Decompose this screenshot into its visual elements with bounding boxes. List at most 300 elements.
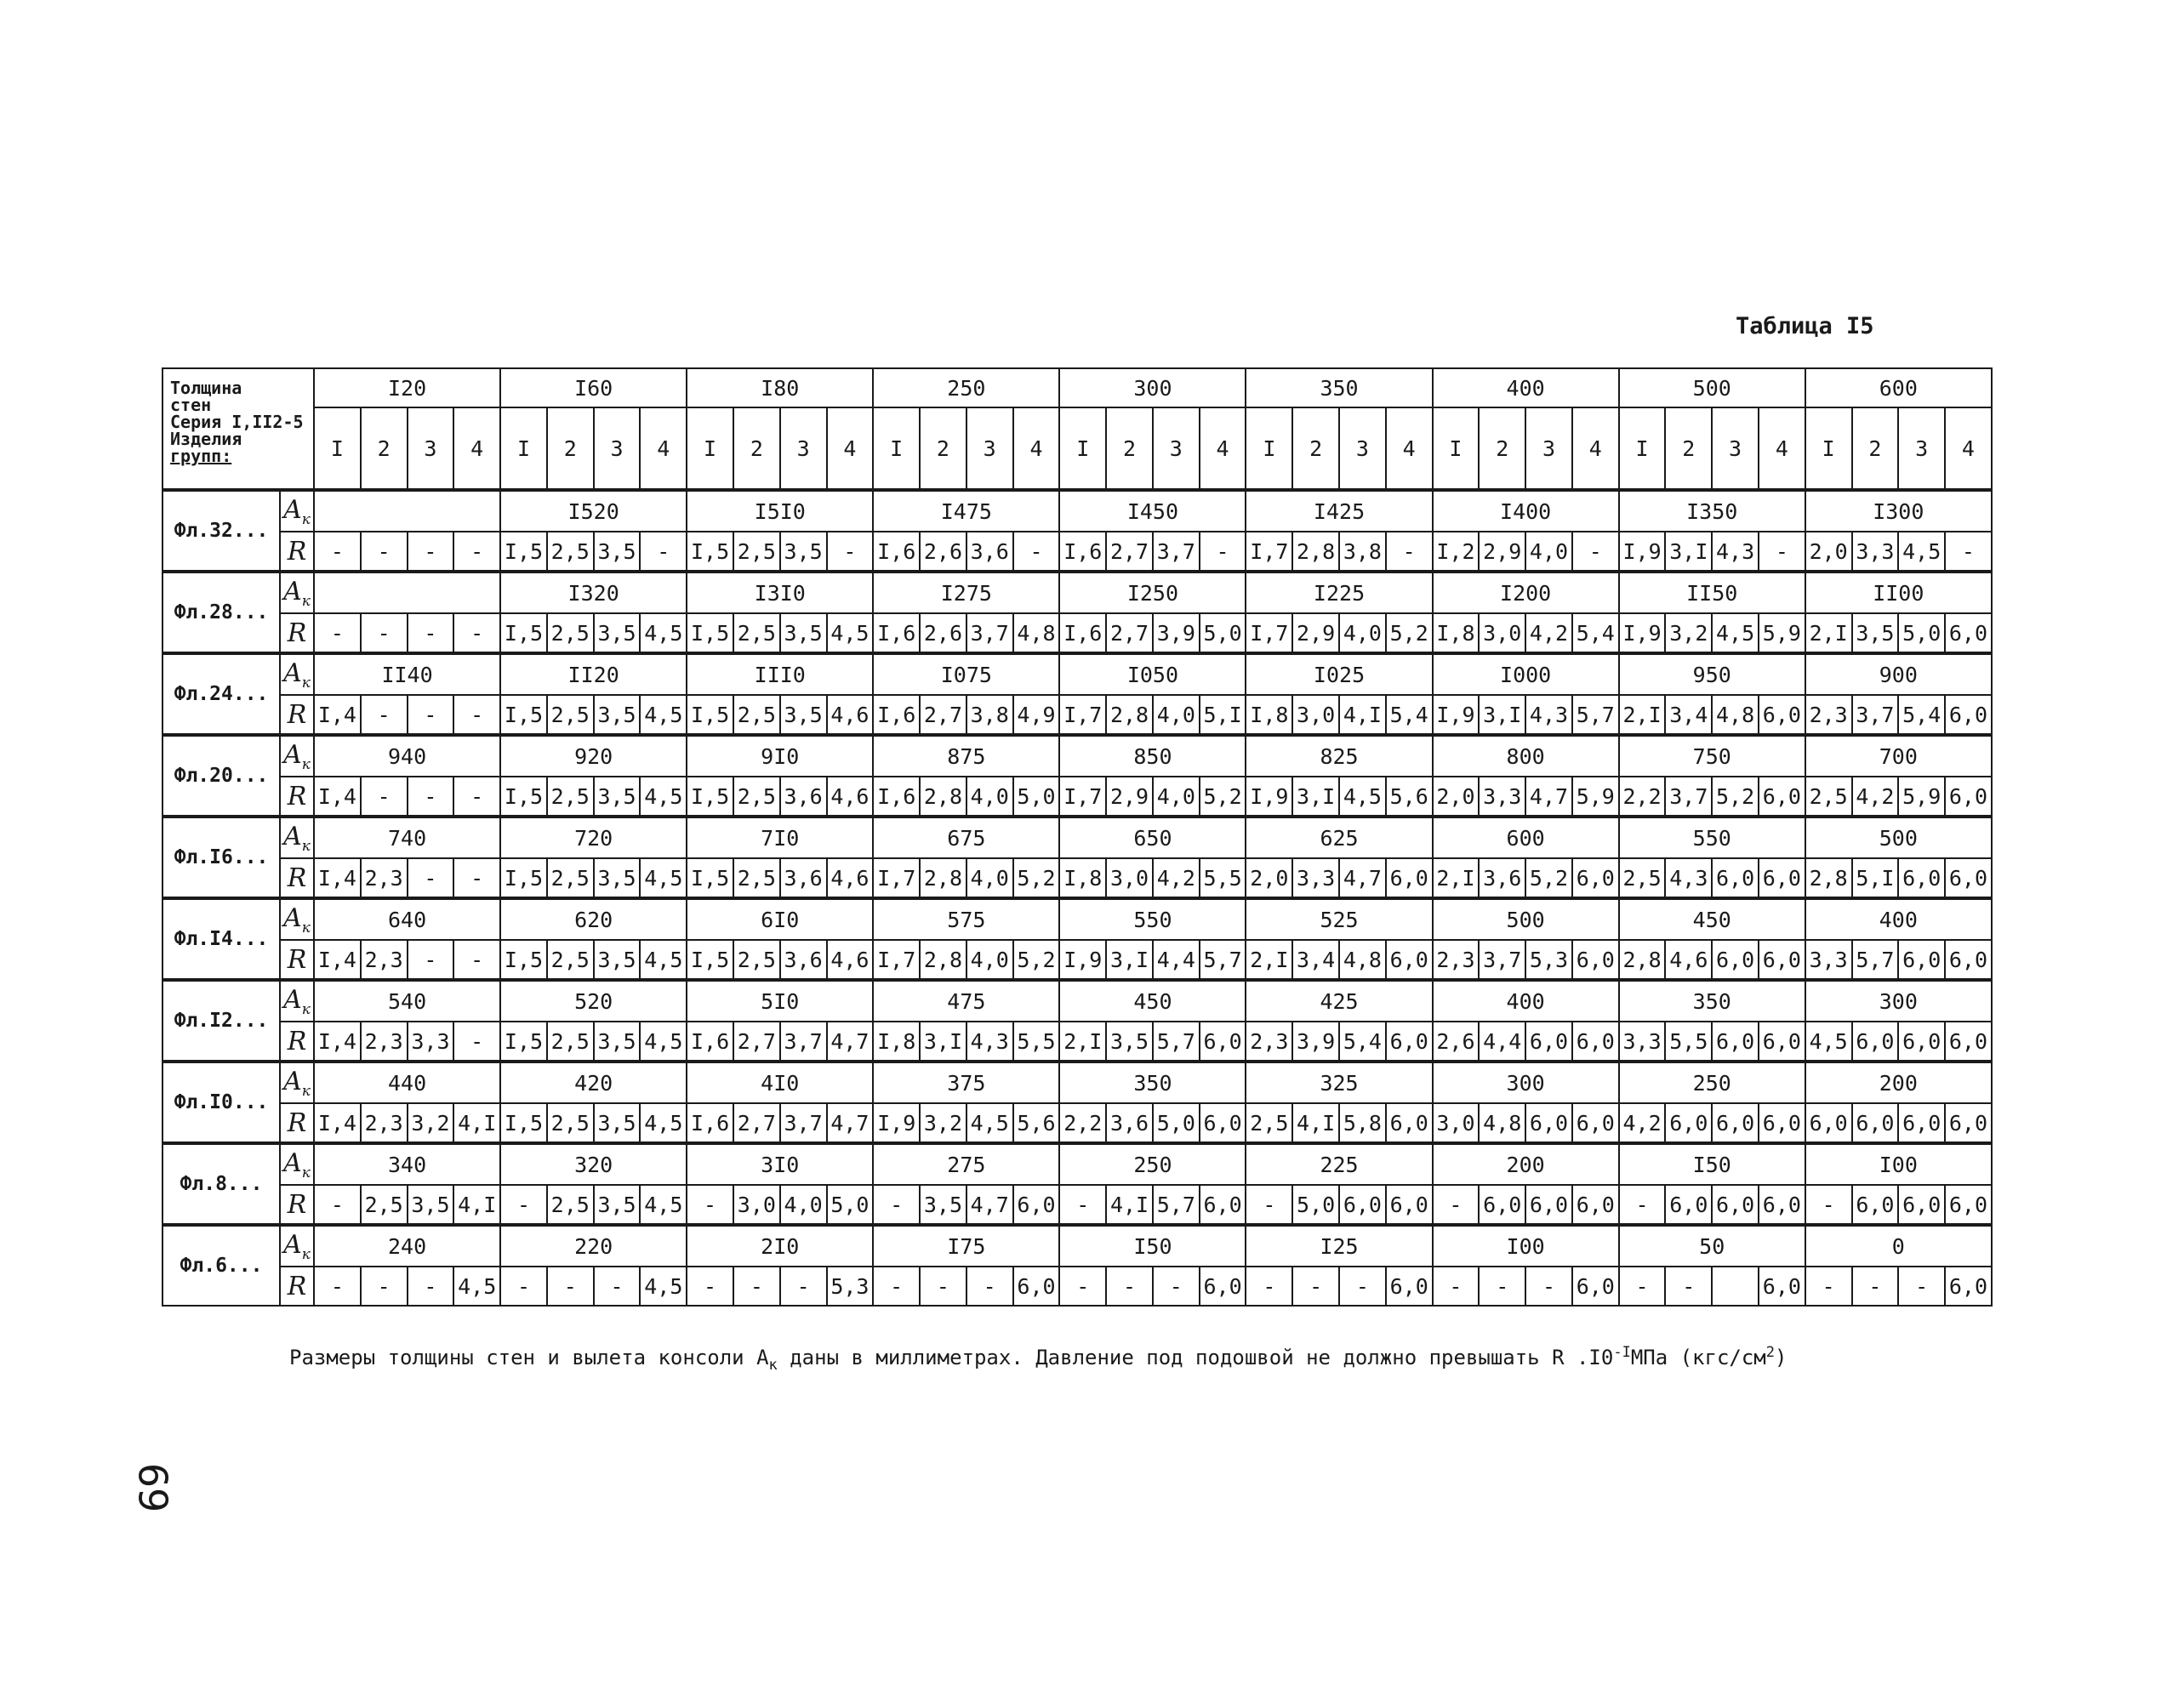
r-value: 5,6: [1386, 777, 1433, 817]
r-value: 3,5: [594, 1022, 641, 1062]
ak-value: 920: [500, 735, 687, 777]
ak-symbol-subscript: к: [301, 919, 311, 937]
r-value: 5,4: [1339, 1022, 1386, 1062]
r-value: 6,0: [1898, 940, 1945, 980]
r-value: -: [687, 1267, 733, 1306]
r-value: 5,7: [1200, 940, 1246, 980]
ak-value: I400: [1433, 490, 1619, 532]
r-value: -: [453, 858, 500, 898]
ak-value: 2I0: [687, 1225, 873, 1267]
table-row-ak: [163, 1143, 1992, 1185]
r-value: 3,I: [920, 1022, 966, 1062]
r-value: I,7: [1059, 777, 1106, 817]
group-header: 2: [1292, 407, 1339, 490]
ak-value: 50: [1619, 1225, 1805, 1267]
r-value: 4,0: [966, 940, 1013, 980]
r-value: -: [1572, 532, 1619, 572]
r-value: I,4: [314, 777, 361, 817]
r-value: 2,I: [1619, 695, 1666, 735]
thickness-header: 350: [1246, 368, 1432, 407]
r-value: 4,5: [640, 1022, 687, 1062]
r-value: 2,5: [733, 695, 780, 735]
ak-value: I25: [1246, 1225, 1432, 1267]
ak-value: 825: [1246, 735, 1432, 777]
r-value: 6,0: [1386, 1267, 1433, 1306]
thickness-header: I80: [687, 368, 873, 407]
r-value: 3,5: [594, 1185, 641, 1225]
r-value: 2,3: [1433, 940, 1480, 980]
ak-symbol-base: A: [283, 576, 302, 606]
r-value: 6,0: [1386, 1185, 1433, 1225]
product-name: Фл.8...: [163, 1143, 280, 1225]
page-number: 69: [129, 1462, 176, 1513]
ak-symbol: [280, 572, 314, 613]
group-header: 4: [453, 407, 500, 490]
r-value: 3,5: [408, 1185, 454, 1225]
r-value: I,6: [873, 532, 920, 572]
r-value: 6,0: [1572, 1103, 1619, 1143]
ak-value: I200: [1433, 572, 1619, 613]
r-value: -: [361, 613, 408, 653]
ak-value: I75: [873, 1225, 1059, 1267]
r-value: 2,2: [1619, 777, 1666, 817]
r-value: I,6: [1059, 613, 1106, 653]
r-value: 6,0: [1759, 1267, 1805, 1306]
r-value: 6,0: [1945, 695, 1992, 735]
r-value: 2,I: [1433, 858, 1480, 898]
r-value: 4,5: [453, 1267, 500, 1306]
r-value: I,5: [500, 532, 547, 572]
header-corner-line: стен: [170, 395, 212, 415]
table-row-ak: [163, 490, 1992, 532]
footnote-text-middle: даны в миллиметрах. Давление под подошвой не должно превышать R .I0: [777, 1346, 1614, 1369]
group-header: 3: [1712, 407, 1759, 490]
r-value: 5,2: [1013, 940, 1060, 980]
header-corner-line: Серия I,II2-5: [170, 412, 304, 432]
ak-value: 0: [1805, 1225, 1992, 1267]
r-value: 5,2: [1712, 777, 1759, 817]
r-value: 6,0: [1898, 1185, 1945, 1225]
group-header: 3: [408, 407, 454, 490]
r-value: 3,5: [1852, 613, 1899, 653]
ak-value: 500: [1805, 817, 1992, 858]
ak-value: II00: [1805, 572, 1992, 613]
r-value: 2,8: [1292, 532, 1339, 572]
table-footnote: [289, 1344, 1787, 1374]
r-value: 2,0: [1246, 858, 1292, 898]
r-value: 6,0: [1572, 940, 1619, 980]
r-value: -: [453, 777, 500, 817]
footnote-text-start: Размеры толщины стен и вылета консоли A: [289, 1346, 769, 1369]
r-value: 3,6: [780, 858, 827, 898]
group-header: 2: [547, 407, 594, 490]
r-value: -: [1898, 1267, 1945, 1306]
ak-value: 250: [1059, 1143, 1246, 1185]
r-value: 4,5: [1805, 1022, 1852, 1062]
r-value: -: [780, 1267, 827, 1306]
r-value: 4,7: [1525, 777, 1572, 817]
table-row-r: [163, 1267, 1992, 1306]
r-value: 3,5: [780, 532, 827, 572]
ak-symbol-base: A: [283, 739, 302, 770]
thickness-header: I20: [314, 368, 500, 407]
r-value: 4,7: [1339, 858, 1386, 898]
ak-value: 740: [314, 817, 500, 858]
r-value: 3,I: [1292, 777, 1339, 817]
r-value: 2,6: [920, 613, 966, 653]
r-value: 3,4: [1292, 940, 1339, 980]
r-value: 3,6: [1106, 1103, 1153, 1143]
r-value: 6,0: [1945, 1267, 1992, 1306]
thickness-header: 600: [1805, 368, 1992, 407]
r-value: 4,5: [640, 858, 687, 898]
r-value: 6,0: [1013, 1267, 1060, 1306]
r-value: 4,3: [966, 1022, 1013, 1062]
r-value: -: [1852, 1267, 1899, 1306]
r-value: -: [408, 777, 454, 817]
r-value: -: [1386, 532, 1433, 572]
group-header: 2: [1852, 407, 1899, 490]
group-header: I: [1619, 407, 1666, 490]
ak-value: II40: [314, 653, 500, 695]
ak-value: 7I0: [687, 817, 873, 858]
r-value: -: [1665, 1267, 1712, 1306]
r-value: -: [453, 940, 500, 980]
r-value: 4,5: [1712, 613, 1759, 653]
r-value: I,9: [1059, 940, 1106, 980]
table-row-ak: [163, 572, 1992, 613]
r-value: 6,0: [1712, 940, 1759, 980]
r-value: -: [408, 940, 454, 980]
ak-value: 300: [1805, 980, 1992, 1022]
r-value: 6,0: [1759, 1185, 1805, 1225]
ak-value: 9I0: [687, 735, 873, 777]
r-value: 4,0: [966, 858, 1013, 898]
r-value: 6,0: [1479, 1185, 1525, 1225]
ak-value: 420: [500, 1062, 687, 1103]
r-value: 5,0: [1200, 613, 1246, 653]
table-row-r: [163, 1103, 1992, 1143]
r-value: 4,8: [1339, 940, 1386, 980]
r-value: -: [1153, 1267, 1200, 1306]
product-name: Фл.I4...: [163, 898, 280, 980]
group-header: 4: [827, 407, 874, 490]
r-value: 6,0: [1759, 858, 1805, 898]
r-value: I,5: [500, 777, 547, 817]
r-value: I,5: [687, 940, 733, 980]
ak-value: 575: [873, 898, 1059, 940]
r-value: -: [453, 613, 500, 653]
ak-value: I450: [1059, 490, 1246, 532]
group-header: 3: [594, 407, 641, 490]
ak-value: 950: [1619, 653, 1805, 695]
r-value: -: [640, 532, 687, 572]
ak-value: 700: [1805, 735, 1992, 777]
ak-value: 6I0: [687, 898, 873, 940]
group-header: 2: [1479, 407, 1525, 490]
r-value: -: [500, 1267, 547, 1306]
r-value: 6,0: [1852, 1103, 1899, 1143]
r-value: 2,5: [361, 1185, 408, 1225]
r-value: 2,5: [733, 777, 780, 817]
r-value: 3,0: [1292, 695, 1339, 735]
ak-symbol: [280, 980, 314, 1022]
group-header: I: [873, 407, 920, 490]
ak-symbol-base: A: [283, 1147, 302, 1178]
r-value: 4,5: [640, 613, 687, 653]
r-value: I,5: [687, 695, 733, 735]
r-value: 3,3: [1479, 777, 1525, 817]
r-value: 3,0: [1106, 858, 1153, 898]
r-value: 5,4: [1572, 613, 1619, 653]
data-table: [162, 367, 1993, 1307]
r-value: 6,0: [1386, 940, 1433, 980]
header-corner-line: Изделия: [170, 429, 242, 449]
r-value: 3,I: [1106, 940, 1153, 980]
r-value: 2,5: [547, 777, 594, 817]
thickness-header: I60: [500, 368, 687, 407]
r-value: 6,0: [1712, 858, 1759, 898]
r-value: 3,2: [920, 1103, 966, 1143]
r-value: 3,5: [1106, 1022, 1153, 1062]
r-value: 2,5: [547, 858, 594, 898]
r-value: -: [314, 613, 361, 653]
r-value: 2,7: [733, 1022, 780, 1062]
r-value: I,4: [314, 940, 361, 980]
r-value: -: [408, 613, 454, 653]
r-value: 5,3: [1525, 940, 1572, 980]
ak-value: I350: [1619, 490, 1805, 532]
r-value: -: [1433, 1267, 1480, 1306]
ak-value: I425: [1246, 490, 1432, 532]
r-value: 2,3: [361, 1103, 408, 1143]
r-value: 4,8: [1712, 695, 1759, 735]
ak-value: 275: [873, 1143, 1059, 1185]
ak-value: I250: [1059, 572, 1246, 613]
r-value: I,9: [1246, 777, 1292, 817]
product-name: Фл.32...: [163, 490, 280, 572]
r-value: 4,9: [1013, 695, 1060, 735]
r-value: 2,5: [547, 1022, 594, 1062]
table-row-ak: [163, 1062, 1992, 1103]
r-value: 6,0: [1200, 1185, 1246, 1225]
r-value: 4,6: [1665, 940, 1712, 980]
r-value: 5,7: [1852, 940, 1899, 980]
ak-value: 620: [500, 898, 687, 940]
ak-value: I300: [1805, 490, 1992, 532]
r-value: 2,7: [733, 1103, 780, 1143]
r-value: 4,5: [827, 613, 874, 653]
r-value: 5,3: [827, 1267, 874, 1306]
ak-value: I520: [500, 490, 687, 532]
group-header: 2: [1665, 407, 1712, 490]
r-value: -: [361, 532, 408, 572]
header-corner-line: Толщина: [170, 378, 242, 398]
r-value: 2,5: [1805, 777, 1852, 817]
ak-symbol-base: A: [283, 1066, 302, 1096]
ak-value: 375: [873, 1062, 1059, 1103]
r-value: 2,3: [361, 940, 408, 980]
r-value: 2,0: [1805, 532, 1852, 572]
r-value: 2,3: [1246, 1022, 1292, 1062]
ak-value: 340: [314, 1143, 500, 1185]
r-value: -: [966, 1267, 1013, 1306]
ak-symbol: [280, 1062, 314, 1103]
r-value: 4,2: [1619, 1103, 1666, 1143]
group-header: 2: [361, 407, 408, 490]
ak-symbol-subscript: к: [301, 674, 311, 692]
table-row-r: [163, 1022, 1992, 1062]
ak-value: I050: [1059, 653, 1246, 695]
ak-value: 450: [1059, 980, 1246, 1022]
group-header: 4: [1386, 407, 1433, 490]
r-value: 4,8: [1013, 613, 1060, 653]
r-value: 4,4: [1479, 1022, 1525, 1062]
r-value: -: [1059, 1185, 1106, 1225]
table-row-ak: [163, 735, 1992, 777]
thickness-header: 400: [1433, 368, 1619, 407]
r-value: 3,3: [1619, 1022, 1666, 1062]
r-value: -: [314, 532, 361, 572]
r-value: 4,7: [827, 1022, 874, 1062]
r-value: 6,0: [1572, 1022, 1619, 1062]
r-value: 3,7: [1479, 940, 1525, 980]
r-value: 2,5: [547, 695, 594, 735]
r-value: 2,7: [1106, 532, 1153, 572]
r-value: 4,I: [1292, 1103, 1339, 1143]
r-value: 4,5: [966, 1103, 1013, 1143]
r-value: 4,I: [453, 1103, 500, 1143]
r-value: I,7: [1059, 695, 1106, 735]
r-value: 2,5: [733, 940, 780, 980]
r-value: 6,0: [1339, 1185, 1386, 1225]
r-value: -: [1619, 1185, 1666, 1225]
r-value: 4,3: [1712, 532, 1759, 572]
r-value: 3,7: [1665, 777, 1712, 817]
ak-value: 200: [1433, 1143, 1619, 1185]
r-value: 2,I: [1805, 613, 1852, 653]
r-value: 5,0: [1898, 613, 1945, 653]
r-value: 2,5: [1619, 858, 1666, 898]
ak-value: 800: [1433, 735, 1619, 777]
r-value: 6,0: [1945, 1103, 1992, 1143]
r-value: 3,0: [733, 1185, 780, 1225]
ak-value: 900: [1805, 653, 1992, 695]
group-header: 4: [1200, 407, 1246, 490]
r-value: I,8: [873, 1022, 920, 1062]
ak-symbol-subscript: к: [301, 755, 311, 773]
r-value: 3,7: [966, 613, 1013, 653]
r-value: I,5: [500, 858, 547, 898]
product-name: Фл.24...: [163, 653, 280, 735]
r-value: I,6: [873, 777, 920, 817]
r-value: 6,0: [1759, 1103, 1805, 1143]
table-row-r: [163, 940, 1992, 980]
r-value: 2,8: [1805, 858, 1852, 898]
r-value: 6,0: [1759, 777, 1805, 817]
table-caption: Таблица I5: [1736, 313, 1874, 339]
r-value: 6,0: [1200, 1022, 1246, 1062]
r-value: -: [873, 1267, 920, 1306]
ak-value: II20: [500, 653, 687, 695]
r-value: 2,5: [733, 858, 780, 898]
ak-symbol-subscript: к: [301, 1245, 311, 1263]
r-value: 5,5: [1665, 1022, 1712, 1062]
table-row-r: [163, 858, 1992, 898]
r-value: 2,3: [361, 858, 408, 898]
r-value: 2,3: [361, 1022, 408, 1062]
r-value: 3,7: [780, 1103, 827, 1143]
r-value: 4,7: [827, 1103, 874, 1143]
r-value: -: [1805, 1267, 1852, 1306]
ak-value: 625: [1246, 817, 1432, 858]
r-value: -: [1246, 1185, 1292, 1225]
r-value: 3,5: [594, 858, 641, 898]
r-value: 6,0: [1200, 1267, 1246, 1306]
r-value: 3,I: [1665, 532, 1712, 572]
ak-value: I50: [1059, 1225, 1246, 1267]
r-value: 3,6: [1479, 858, 1525, 898]
ak-value: I075: [873, 653, 1059, 695]
r-value: 5,9: [1572, 777, 1619, 817]
r-value: I,5: [687, 532, 733, 572]
ak-value: 600: [1433, 817, 1619, 858]
r-value: 6,0: [1898, 858, 1945, 898]
r-value: 5,2: [1386, 613, 1433, 653]
r-value: 3,5: [594, 695, 641, 735]
product-name: Фл.28...: [163, 572, 280, 653]
product-name: Фл.I0...: [163, 1062, 280, 1143]
ak-value: I00: [1805, 1143, 1992, 1185]
r-value: -: [453, 695, 500, 735]
r-value: 3,7: [780, 1022, 827, 1062]
table-row-r: [163, 532, 1992, 572]
r-value: 2,6: [1433, 1022, 1480, 1062]
r-value: -: [1805, 1185, 1852, 1225]
r-value: I,9: [873, 1103, 920, 1143]
header-row-thickness: [163, 368, 1992, 407]
ak-value: I275: [873, 572, 1059, 613]
r-value: -: [314, 1267, 361, 1306]
ak-value: I475: [873, 490, 1059, 532]
r-value: 4,I: [1106, 1185, 1153, 1225]
r-value: 3,5: [594, 613, 641, 653]
r-value: 6,0: [1665, 1185, 1712, 1225]
r-value: 4,6: [827, 940, 874, 980]
r-value: 6,0: [1386, 1103, 1433, 1143]
table-row-r: [163, 777, 1992, 817]
ak-value: 720: [500, 817, 687, 858]
r-value: I,4: [314, 1022, 361, 1062]
r-value: 2,I: [1059, 1022, 1106, 1062]
data-table-container: [162, 367, 1991, 1307]
r-value: -: [1292, 1267, 1339, 1306]
r-value: 2,9: [1292, 613, 1339, 653]
r-value: -: [1059, 1267, 1106, 1306]
r-value: 6,0: [1852, 1185, 1899, 1225]
r-value: 6,0: [1759, 695, 1805, 735]
footnote-subscript: к: [768, 1356, 778, 1374]
r-value: 6,0: [1898, 1103, 1945, 1143]
r-value: I,9: [1433, 695, 1480, 735]
ak-value: 850: [1059, 735, 1246, 777]
r-value: -: [1619, 1267, 1666, 1306]
r-value: 5,0: [827, 1185, 874, 1225]
r-value: I,5: [687, 858, 733, 898]
r-value: 2,2: [1059, 1103, 1106, 1143]
r-value: -: [500, 1185, 547, 1225]
r-value: 4,0: [966, 777, 1013, 817]
